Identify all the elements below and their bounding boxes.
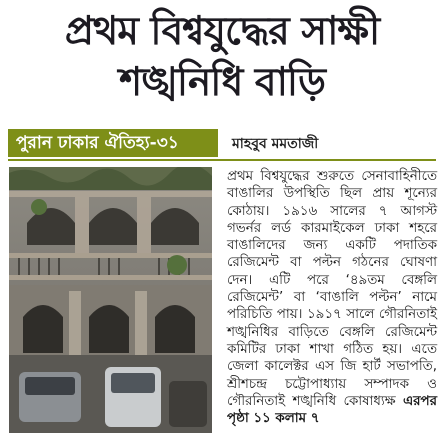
article-text: প্রথম বিশ্বযুদ্ধের শুরুতে সেনাবাহিনীতে বাঙালির উপস্থিতি ছিল প্রায় শূন্যের কোঠায়। ১৯১৬ সালের ৭ আগস্ট গভর্নর লর্ড কারমাইকেল ঢাকা শহরে বাঙালিদের জন্য একটি পদাতিক রেজিমেন্ট বা পল্টন গঠনের ঘোষণা দেন। এটি পরে ‘৪৯তম বেঙ্গলি রেজিমেন্ট’ বা ‘বাঙালি পল্টন’ নামে পরিচিতি পায়। ১৯১৭ সালে গৌরনিতাই শঙ্খনিধির বাড়িতে বেঙ্গলি রেজিমেন্ট কমিটির ঢাকা শাখা গঠিত হয়। এতে জেলা কালেক্টর এস জি হার্ট সভাপতি, শ্রীশচন্দ্র চট্টোপাধ্যায় সম্পাদক ও গৌরনিতাই শঙ্খনিধি কোষাধ্যক্ষ xyxy=(227,169,437,409)
section-divider xyxy=(8,159,436,161)
headline-line-2: শঙ্খনিধি বাড়ি xyxy=(119,59,325,105)
building-photo xyxy=(9,167,212,433)
series-label: পুরান ঢাকার ঐতিহ্য-৩১ xyxy=(8,129,218,157)
article-body xyxy=(227,168,437,427)
continued-on-link: এরপর পৃষ্ঠা ১১ কলাম ৭ xyxy=(227,393,437,427)
headline-line-1: প্রথম বিশ্বযুদ্ধের সাক্ষী xyxy=(64,9,380,54)
headline xyxy=(0,9,444,105)
building-illustration xyxy=(9,167,212,433)
author-byline: মাহবুব মমতাজী xyxy=(232,136,319,152)
